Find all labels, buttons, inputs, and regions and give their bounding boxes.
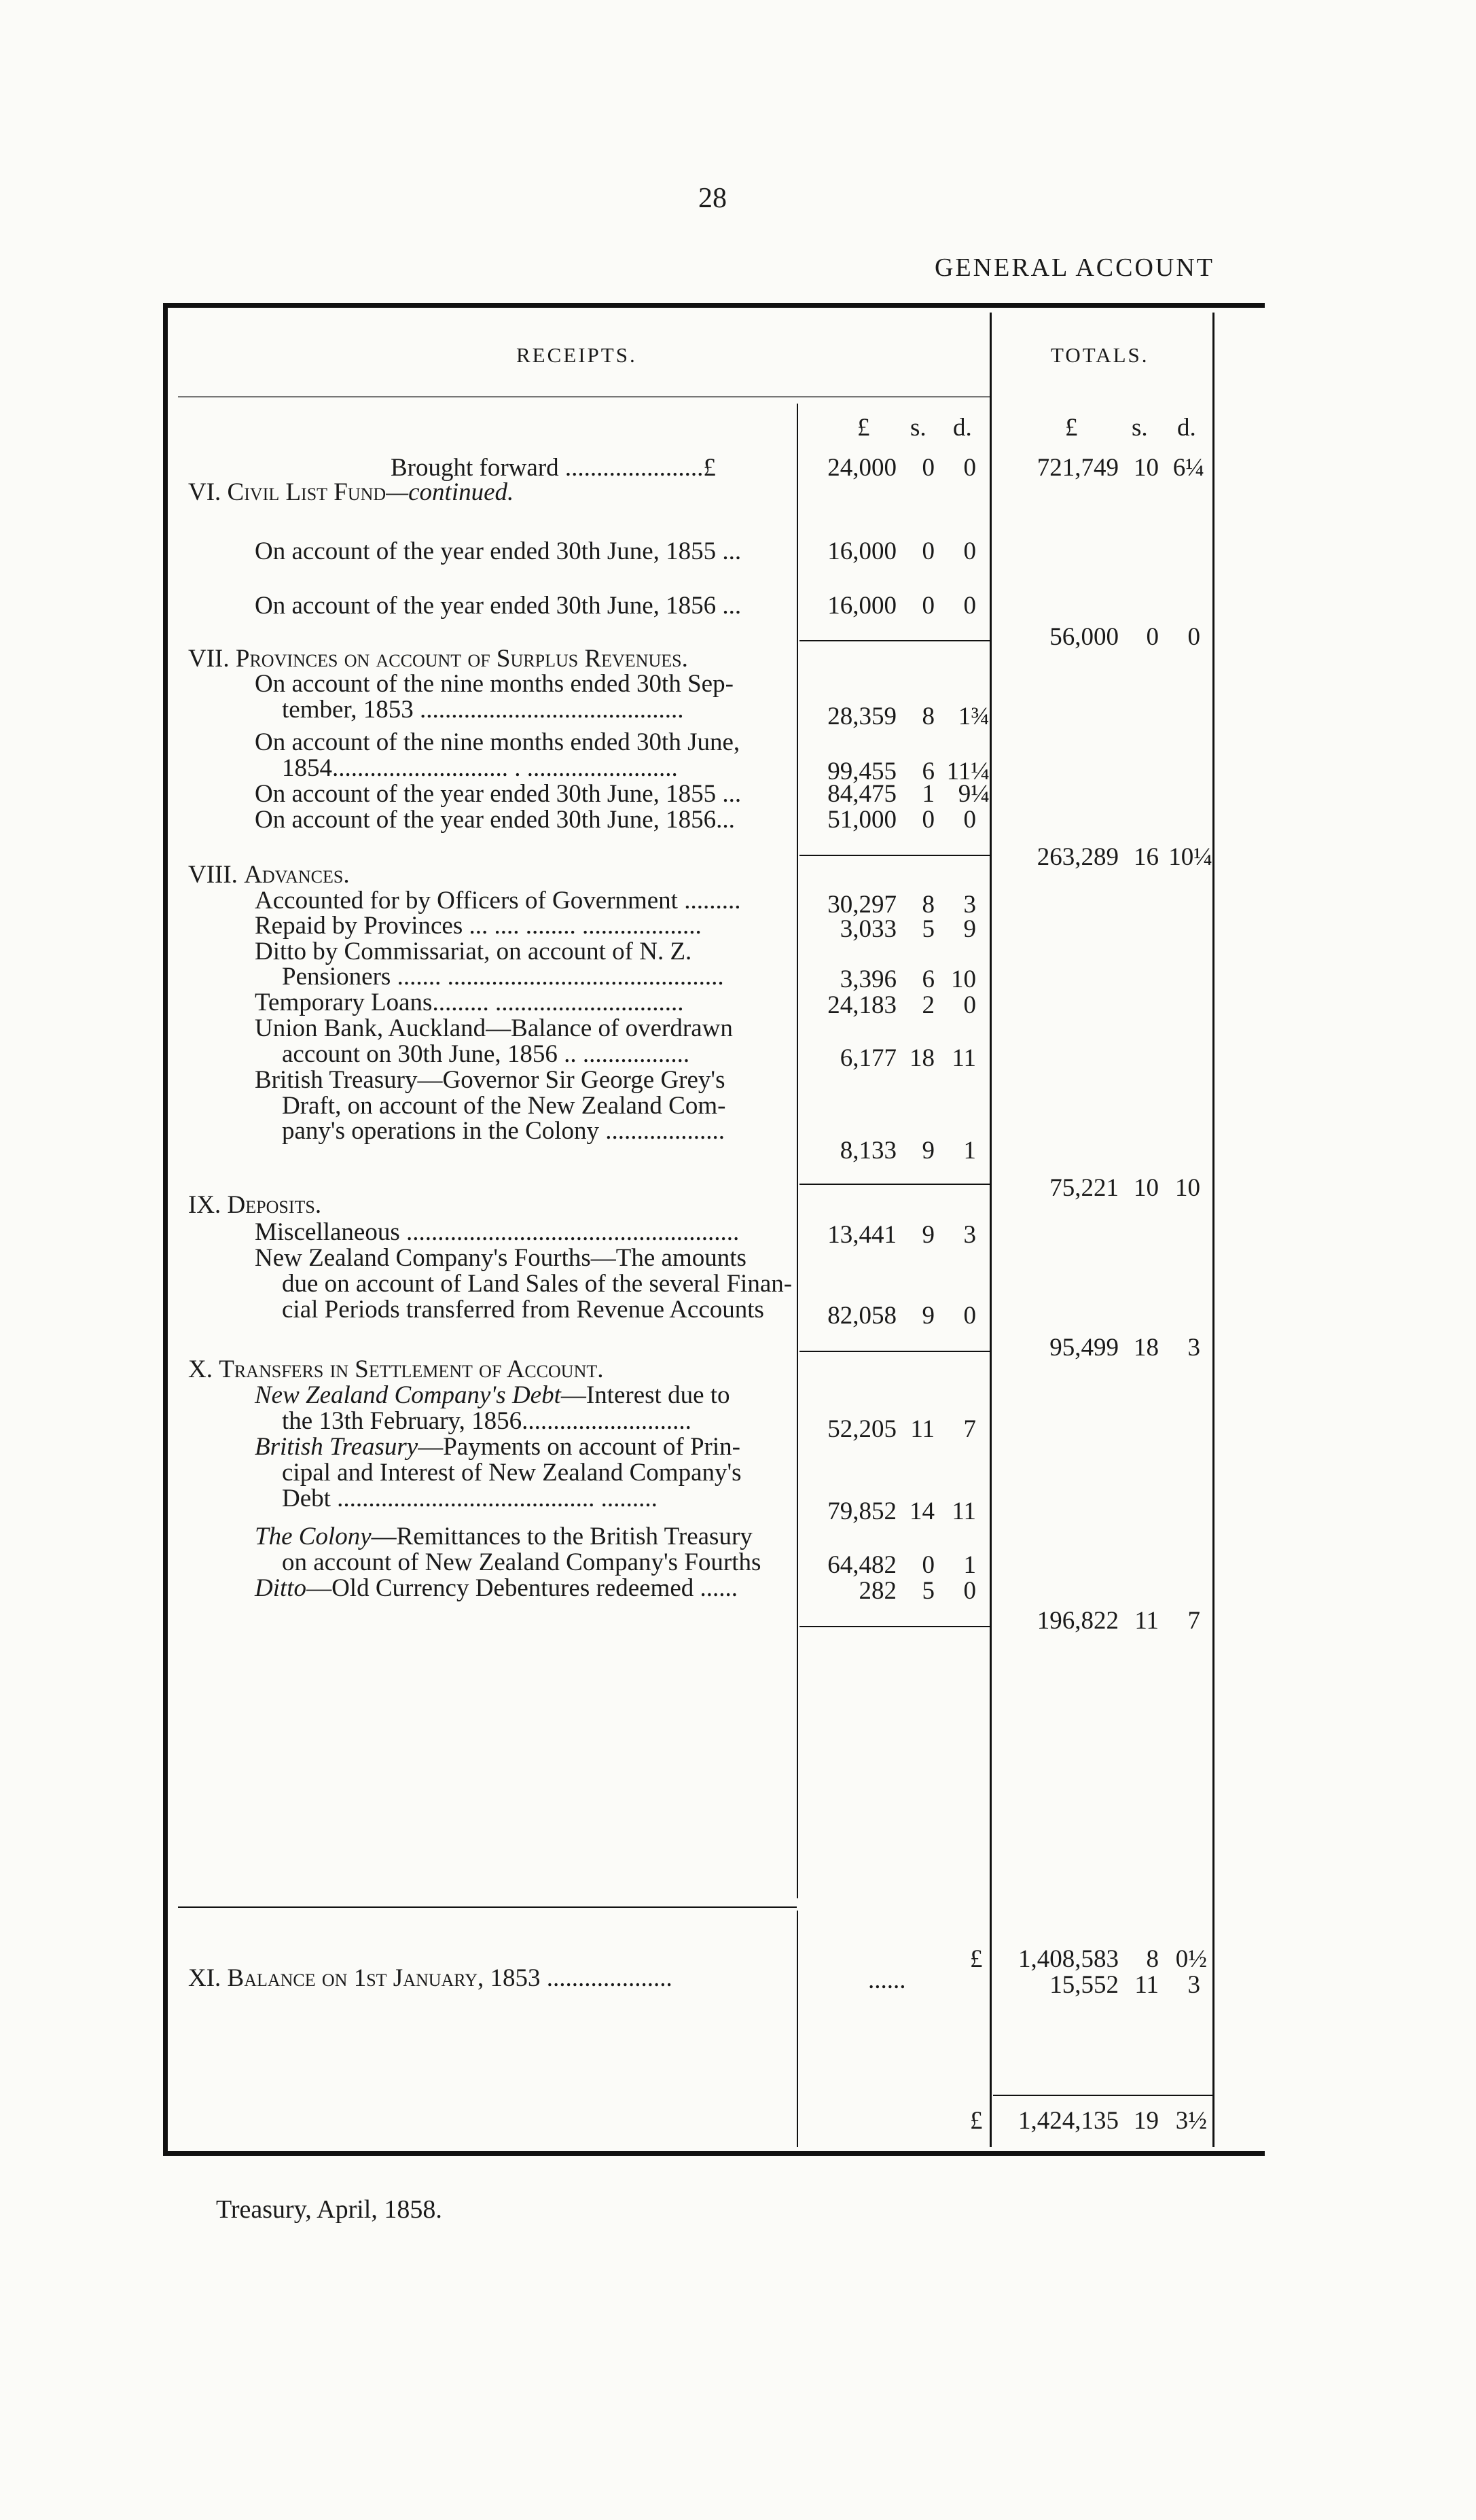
balance-pounds: 15,552 [1049,1971,1119,1999]
amount-shillings: 0 [922,537,935,565]
list-item-line: Pensioners ....... ............................................ [282,963,724,991]
amount-shillings: 9 [922,1302,935,1330]
list-item: On account of the year ended 30th June, 1855 ... [255,537,742,565]
section-ix-title [188,1190,321,1220]
list-item-line: Temporary Loans......... .............................. [255,989,684,1016]
totals-right-divider [1212,313,1214,2147]
list-item-line: Draft, on account of the New Zealand Com- [282,1092,726,1120]
item-text: —Remittances to the British Treasury [371,1523,753,1550]
amount-shillings: 8 [922,891,935,919]
x-subtotal-rule [799,1626,990,1627]
section-title: Civil List Fund [227,478,386,506]
ix-subtotal-rule [799,1351,990,1352]
grand-total-shillings: 19 [1134,2107,1159,2135]
totals-subtotal-rule [993,2095,1212,2096]
header-divider [178,396,990,397]
item-text: —Old Currency Debentures redeemed ...... [306,1574,738,1602]
section-number: XI. [188,1964,221,1992]
section-number: VIII. [188,861,238,889]
section-ix-total-pounds: 95,499 [1049,1334,1119,1362]
amount-pence: 9¼ [958,780,990,808]
amount-shillings: 0 [922,592,935,620]
xi-blank-amount: ...... [868,1966,906,1994]
amount-pence: 3 [963,1221,976,1249]
amount-pence: 0 [963,806,976,834]
brought-forward-pounds: 24,000 [827,454,897,482]
list-item-line: Repaid by Provinces ... .... ........ ................... [255,912,702,940]
brought-forward-label: Brought forward ......................£ [391,454,716,482]
section-x-total-shillings: 11 [1134,1607,1159,1635]
viii-subtotal-rule [799,1184,990,1185]
amount-shillings: 9 [922,1137,935,1165]
amount-pence: 1 [963,1551,976,1579]
amount-shillings: 8 [922,703,935,730]
section-number: VI. [188,478,221,506]
amount-shillings: 18 [910,1044,935,1072]
section-viii-title [188,860,350,889]
amount-pounds: 6,177 [840,1044,897,1072]
amount-pounds: 24,183 [827,991,897,1019]
item-lead: British Treasury [255,1433,418,1461]
list-item-line: cipal and Interest of New Zealand Company's [282,1459,742,1487]
amount-shillings: 0 [922,806,935,834]
amount-pounds: 16,000 [827,592,897,620]
amount-shillings: 0 [922,1551,935,1579]
vi-subtotal-rule [799,640,990,641]
amount-shillings: 1 [922,780,935,808]
section-title: Balance on 1st January, 1853 [227,1964,541,1992]
section-vi-total-pence: 0 [1187,623,1200,651]
item-lead: New Zealand Company's Debt [255,1381,561,1409]
list-item-line [255,1381,730,1410]
left-border [163,303,168,2155]
list-item-line: cial Periods transferred from Revenue Accounts [282,1296,764,1324]
list-item: On account of the year ended 30th June, 1856 ... [255,592,742,620]
section-vii-total-pounds: 263,289 [1037,843,1119,871]
pence-heading: d. [953,414,972,442]
amount-pounds: 8,133 [840,1137,897,1165]
section-viii-total-pounds: 75,221 [1049,1174,1119,1202]
amount-pence: 9 [963,915,976,943]
section-number: X. [188,1355,213,1383]
amount-pounds: 99,455 [827,758,897,785]
amount-pounds: 28,359 [827,703,897,730]
list-item-line [255,1574,738,1603]
amount-pence: 0 [963,1577,976,1605]
list-item-line: Union Bank, Auckland—Balance of overdrawn [255,1014,733,1042]
amount-shillings: 9 [922,1221,935,1249]
section-title: Deposits. [227,1191,322,1219]
list-item-line: account on 30th June, 1856 .. ................. [282,1040,690,1068]
amount-pounds: 84,475 [827,780,897,808]
amount-pence: 11 [952,1044,976,1072]
lower-divider [178,1906,797,1908]
list-item-line: New Zealand Company's Fourths—The amounts [255,1244,746,1272]
balance-pence: 3 [1187,1971,1200,1999]
section-title: Transfers in Settlement of Account. [219,1355,604,1383]
list-item-line: On account of the year ended 30th June, 1856... [255,806,735,834]
amount-shillings: 6 [922,758,935,785]
amount-pence: 1 [963,1137,976,1165]
list-item-line: British Treasury—Governor Sir George Grey's [255,1066,725,1094]
list-item-line: tember, 1853 .......................................... [282,696,684,724]
section-number: VII. [188,645,230,673]
amount-pence: 0 [963,1302,976,1330]
grand-total-pence: 3½ [1175,2107,1207,2135]
balance-shillings: 11 [1134,1971,1159,1999]
amount-shillings: 2 [922,991,935,1019]
amount-pounds: 51,000 [827,806,897,834]
subtotal-pounds: 1,408,583 [1018,1945,1119,1973]
totals-shilling-heading: s. [1132,414,1148,442]
amount-pence: 3 [963,891,976,919]
amount-shillings: 14 [910,1497,935,1525]
amount-pence: 0 [963,537,976,565]
totals-pence-heading: d. [1177,414,1196,442]
amount-pence: 7 [963,1415,976,1443]
section-x-title [188,1355,603,1384]
amount-pence: 0 [963,592,976,620]
list-item-line: Debt ......................................... ......... [282,1485,658,1512]
amount-shillings: 5 [922,1577,935,1605]
section-vii-total-shillings: 16 [1134,843,1159,871]
list-item-line: On account of the nine months ended 30th June, [255,728,740,756]
section-x-total-pence: 7 [1187,1607,1200,1635]
brought-forward-pence: 0 [963,454,976,482]
section-suffix: —continued. [386,478,514,506]
list-item-line: 1854............................ . ........................ [282,754,678,782]
amount-shillings: 5 [922,915,935,943]
amount-pence: 1¾ [958,703,990,730]
amount-pounds: 16,000 [827,537,897,565]
section-viii-total-pence: 10 [1175,1174,1200,1202]
section-title: Advances. [244,861,350,889]
section-viii-total-shillings: 10 [1134,1174,1159,1202]
xi-pound-sign: £ [970,1945,983,1973]
list-item-line: On account of the year ended 30th June, 1855 ... [255,780,742,808]
grand-total-pounds: 1,424,135 [1018,2107,1119,2135]
amount-pounds: 79,852 [827,1497,897,1525]
list-item-line: pany's operations in the Colony ................... [282,1117,725,1145]
subtotal-pence: 0½ [1175,1945,1207,1973]
receipts-money-divider [797,404,798,1898]
amount-shillings: 6 [922,965,935,993]
section-leader: .................... [546,1964,672,1992]
amount-pounds: 282 [859,1577,897,1605]
grand-total-pound-sign: £ [970,2107,983,2135]
list-item-line: On account of the nine months ended 30th Sep- [255,670,734,698]
bottom-rule [163,2151,1265,2156]
list-item-line: Ditto by Commissariat, on account of N. Z. [255,938,692,965]
amount-pounds: 30,297 [827,891,897,919]
receipts-column-heading: RECEIPTS. [516,343,637,367]
section-number: IX. [188,1191,221,1219]
amount-pence: 11 [952,1497,976,1525]
amount-pounds: 82,058 [827,1302,897,1330]
brought-forward-total-pence: 6¼ [1172,454,1204,482]
section-ix-total-shillings: 18 [1134,1334,1159,1362]
lower-money-divider [797,1911,798,2147]
amount-pounds: 3,033 [840,915,897,943]
section-vii-total-pence: 10¼ [1168,843,1212,871]
page-heading: GENERAL ACCOUNT [935,253,1214,282]
pound-heading: £ [857,414,870,442]
shilling-heading: s. [910,414,926,442]
list-item-line [255,1432,740,1461]
amount-pence: 0 [963,991,976,1019]
page-number: 28 [698,183,727,214]
section-vi-title [188,478,514,507]
subtotal-shillings: 8 [1146,1945,1159,1973]
amount-pounds: 64,482 [827,1551,897,1579]
list-item-line: Accounted for by Officers of Government ......... [255,887,741,915]
item-lead: The Colony [255,1523,372,1550]
section-vi-total-shillings: 0 [1146,623,1159,651]
totals-column-heading: TOTALS. [1051,343,1149,367]
section-vi-total-pounds: 56,000 [1049,623,1119,651]
amount-pence: 10 [951,965,976,993]
amount-shillings: 11 [910,1415,935,1443]
amount-pounds: 3,396 [840,965,897,993]
item-text: —Interest due to [560,1381,730,1409]
money-totals-divider [990,313,992,2147]
brought-forward-total-pounds: 721,749 [1037,454,1119,482]
list-item-line: the 13th February, 1856........................... [282,1407,691,1435]
amount-pence: 11¼ [946,758,990,785]
list-item-line: on account of New Zealand Company's Fourths [282,1548,761,1576]
section-xi-title [188,1964,672,1993]
section-title: Provinces on account of Surplus Revenues. [235,645,688,673]
amount-pounds: 13,441 [827,1221,897,1249]
totals-pound-heading: £ [1065,414,1078,442]
amount-pounds: 52,205 [827,1415,897,1443]
item-text: —Payments on account of Prin- [418,1433,740,1461]
list-item-line: due on account of Land Sales of the several Finan- [282,1270,793,1298]
vii-subtotal-rule [799,855,990,856]
section-x-total-pounds: 196,822 [1037,1607,1119,1635]
list-item-line: Miscellaneous ..................................................... [255,1218,740,1246]
top-rule [163,303,1265,308]
section-ix-total-pence: 3 [1187,1334,1200,1362]
list-item-line [255,1522,753,1551]
item-lead: Ditto [255,1574,307,1602]
brought-forward-shillings: 0 [922,454,935,482]
footer-note: Treasury, April, 1858. [216,2195,442,2224]
brought-forward-total-shillings: 10 [1134,454,1159,482]
